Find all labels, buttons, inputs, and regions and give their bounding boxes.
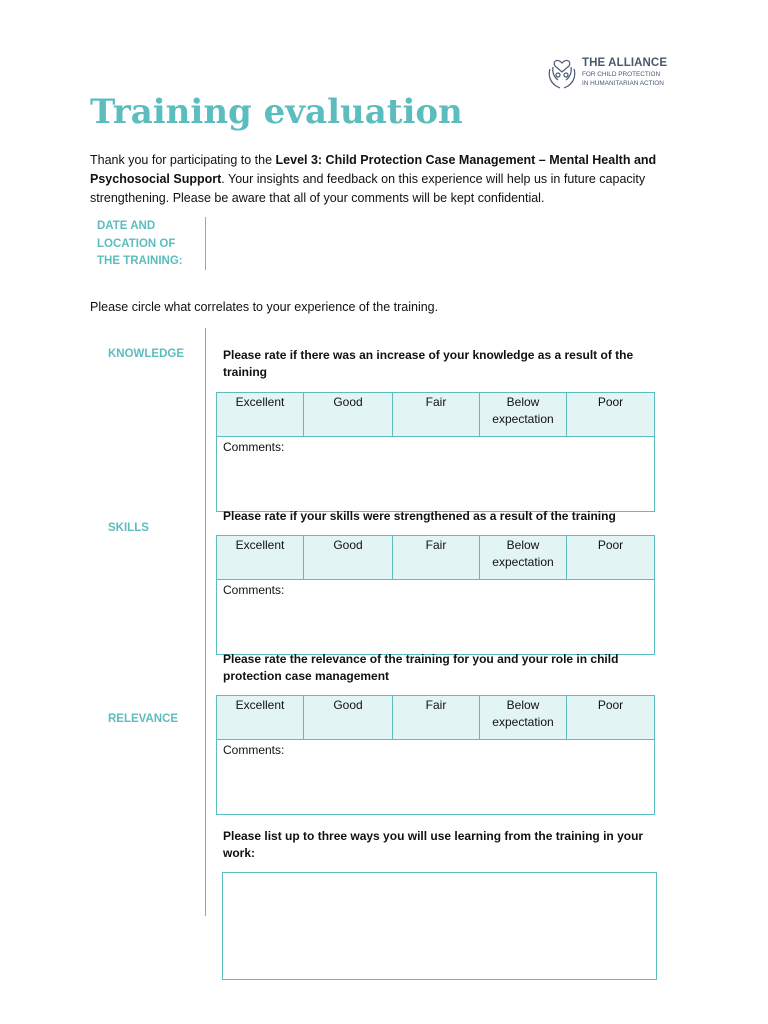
- rating-below-expectation[interactable]: Below expectation: [480, 393, 567, 437]
- intro-paragraph: [90, 151, 670, 208]
- rating-poor[interactable]: Poor: [567, 696, 655, 740]
- intro-course-title: Level 3: Child Protection Case Management – Mental Health and Psychosocial Support: [90, 153, 657, 186]
- alliance-logo: [546, 55, 676, 93]
- knowledge-question: Please rate if there was an increase of your knowledge as a result of the training: [223, 348, 634, 379]
- intro-text-end: . Your insights and feedback on this experience will help us in future capacity strengthening. Please be aware that all of your comments will be kept confidential.: [90, 172, 646, 205]
- knowledge-rating-table: [216, 392, 655, 512]
- relevance-question: Please rate the relevance of the training for you and your role in child protection case management: [223, 652, 619, 683]
- relevance-comments-field[interactable]: [217, 740, 655, 815]
- rating-excellent[interactable]: Excellent: [217, 696, 304, 740]
- intro-text-start: Thank you for participating to the: [90, 153, 276, 167]
- logo-subtitle-line2: IN HUMANITARIAN ACTION: [582, 79, 664, 87]
- skills-comments-field[interactable]: [217, 580, 655, 655]
- hands-heart-icon: [546, 55, 578, 91]
- date-field-divider: [205, 217, 206, 270]
- skills-rating-table: [216, 535, 655, 655]
- rating-below-expectation[interactable]: Below expectation: [480, 536, 567, 580]
- comments-label: Comments:: [223, 743, 285, 757]
- rating-options-row: [217, 536, 655, 580]
- section-divider-line: [205, 328, 206, 916]
- learning-question: Please list up to three ways you will use learning from the training in your work:: [223, 829, 644, 860]
- rating-good[interactable]: Good: [304, 696, 393, 740]
- rating-fair[interactable]: Fair: [393, 393, 480, 437]
- rating-options-row: [217, 696, 655, 740]
- logo-title: THE ALLIANCE: [582, 57, 668, 69]
- relevance-rating-table: [216, 695, 655, 815]
- date-label-line3: THE TRAINING:: [97, 255, 183, 267]
- logo-subtitle: [582, 71, 664, 88]
- section-label-knowledge: KNOWLEDGE: [108, 348, 185, 360]
- comments-label: Comments:: [223, 440, 285, 454]
- comments-row: [217, 580, 655, 655]
- rating-poor[interactable]: Poor: [567, 393, 655, 437]
- comments-row: [217, 740, 655, 815]
- date-location-label: [97, 218, 197, 271]
- rating-poor[interactable]: Poor: [567, 536, 655, 580]
- section-label-skills: SKILLS: [108, 522, 149, 534]
- rating-excellent[interactable]: Excellent: [217, 393, 304, 437]
- section-label-relevance: RELEVANCE: [108, 713, 179, 725]
- rating-excellent[interactable]: Excellent: [217, 536, 304, 580]
- rating-good[interactable]: Good: [304, 536, 393, 580]
- rating-fair[interactable]: Fair: [393, 536, 480, 580]
- comments-label: Comments:: [223, 583, 285, 597]
- page-title: Training evaluation: [90, 92, 463, 132]
- comments-row: [217, 437, 655, 512]
- rating-good[interactable]: Good: [304, 393, 393, 437]
- date-label-line1: DATE AND: [97, 220, 156, 232]
- logo-subtitle-line1: FOR CHILD PROTECTION: [582, 71, 661, 78]
- knowledge-comments-field[interactable]: [217, 437, 655, 512]
- rating-fair[interactable]: Fair: [393, 696, 480, 740]
- rating-below-expectation[interactable]: Below expectation: [480, 696, 567, 740]
- date-label-line2: LOCATION OF: [97, 237, 176, 250]
- rating-options-row: [217, 393, 655, 437]
- circle-instruction: Please circle what correlates to your experience of the training.: [90, 300, 439, 314]
- learning-answer-box[interactable]: [222, 872, 657, 980]
- skills-question: Please rate if your skills were strengthened as a result of the training: [223, 509, 616, 523]
